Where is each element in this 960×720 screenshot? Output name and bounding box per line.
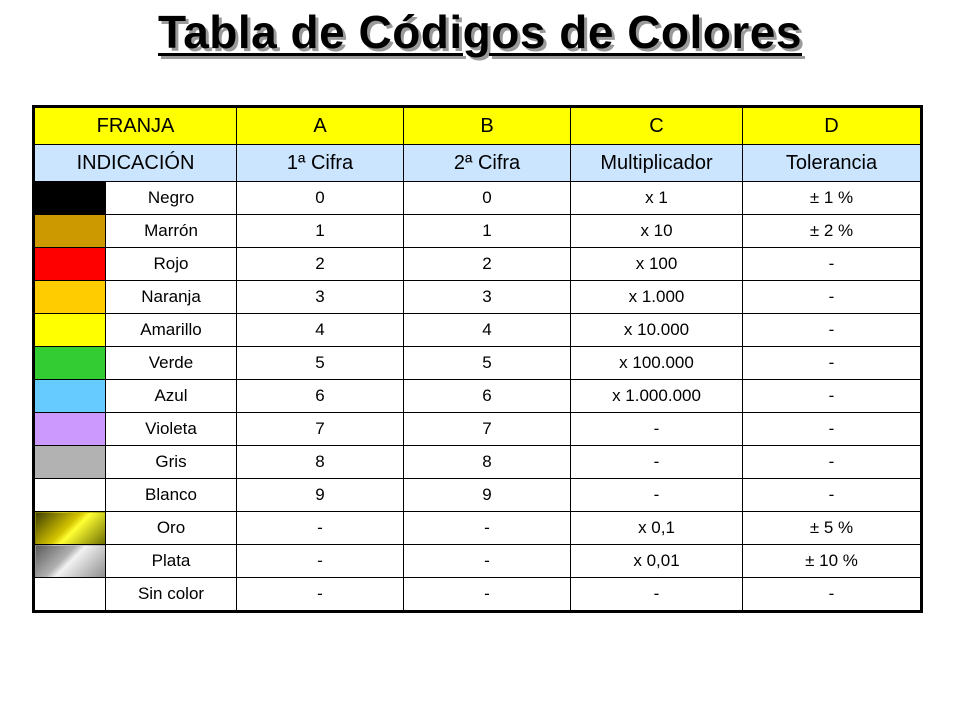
color-swatch: [34, 479, 106, 512]
color-name-cell: Blanco: [106, 479, 237, 512]
second-digit-cell: 6: [404, 380, 571, 413]
color-name-cell: Naranja: [106, 281, 237, 314]
color-swatch: [34, 380, 106, 413]
first-digit-cell: 9: [237, 479, 404, 512]
table-row: [34, 248, 922, 281]
color-swatch: [34, 413, 106, 446]
multiplier-cell: x 0,01: [571, 545, 743, 578]
table-row: [34, 281, 922, 314]
color-swatch: [34, 512, 106, 545]
first-digit-cell: 5: [237, 347, 404, 380]
table-row: [34, 578, 922, 612]
header-cell: D: [743, 107, 922, 145]
multiplier-cell: x 1.000.000: [571, 380, 743, 413]
first-digit-cell: -: [237, 545, 404, 578]
table-row: [34, 347, 922, 380]
first-digit-cell: 6: [237, 380, 404, 413]
tolerance-cell: ± 2 %: [743, 215, 922, 248]
first-digit-cell: 3: [237, 281, 404, 314]
second-digit-cell: 2: [404, 248, 571, 281]
header-cell: Tolerancia: [743, 145, 922, 182]
table-row: [34, 479, 922, 512]
tolerance-cell: -: [743, 446, 922, 479]
color-name-cell: Amarillo: [106, 314, 237, 347]
first-digit-cell: 2: [237, 248, 404, 281]
tolerance-cell: -: [743, 479, 922, 512]
multiplier-cell: -: [571, 479, 743, 512]
first-digit-cell: -: [237, 578, 404, 612]
color-swatch: [34, 182, 106, 215]
header-row-indicacion: [34, 145, 922, 182]
second-digit-cell: -: [404, 545, 571, 578]
second-digit-cell: 1: [404, 215, 571, 248]
header-cell: FRANJA: [34, 107, 237, 145]
color-name-cell: Negro: [106, 182, 237, 215]
first-digit-cell: 4: [237, 314, 404, 347]
tolerance-cell: ± 1 %: [743, 182, 922, 215]
multiplier-cell: x 0,1: [571, 512, 743, 545]
tolerance-cell: ± 5 %: [743, 512, 922, 545]
page-title: Tabla de Códigos de Colores: [158, 6, 802, 58]
second-digit-cell: 8: [404, 446, 571, 479]
tolerance-cell: -: [743, 248, 922, 281]
second-digit-cell: 7: [404, 413, 571, 446]
color-name-cell: Gris: [106, 446, 237, 479]
second-digit-cell: -: [404, 578, 571, 612]
second-digit-cell: 5: [404, 347, 571, 380]
color-swatch: [34, 215, 106, 248]
color-name-cell: Plata: [106, 545, 237, 578]
first-digit-cell: -: [237, 512, 404, 545]
multiplier-cell: -: [571, 446, 743, 479]
header-cell: Multiplicador: [571, 145, 743, 182]
second-digit-cell: 4: [404, 314, 571, 347]
color-swatch: [34, 545, 106, 578]
color-swatch: [34, 281, 106, 314]
header-row-franja: [34, 107, 922, 145]
second-digit-cell: 9: [404, 479, 571, 512]
color-code-table: [32, 105, 923, 613]
tolerance-cell: -: [743, 380, 922, 413]
multiplier-cell: x 100: [571, 248, 743, 281]
table-row: [34, 545, 922, 578]
color-name-cell: Sin color: [106, 578, 237, 612]
tolerance-cell: -: [743, 347, 922, 380]
multiplier-cell: x 100.000: [571, 347, 743, 380]
second-digit-cell: 0: [404, 182, 571, 215]
multiplier-cell: x 10.000: [571, 314, 743, 347]
table-row: [34, 446, 922, 479]
first-digit-cell: 8: [237, 446, 404, 479]
table-row: [34, 380, 922, 413]
color-swatch: [34, 248, 106, 281]
color-name-cell: Azul: [106, 380, 237, 413]
header-cell: 1ª Cifra: [237, 145, 404, 182]
multiplier-cell: x 1.000: [571, 281, 743, 314]
color-swatch: [34, 347, 106, 380]
table-row: [34, 182, 922, 215]
tolerance-cell: -: [743, 314, 922, 347]
tolerance-cell: -: [743, 281, 922, 314]
color-name-cell: Verde: [106, 347, 237, 380]
table-row: [34, 413, 922, 446]
tolerance-cell: ± 10 %: [743, 545, 922, 578]
multiplier-cell: x 10: [571, 215, 743, 248]
multiplier-cell: x 1: [571, 182, 743, 215]
color-name-cell: Violeta: [106, 413, 237, 446]
color-name-cell: Marrón: [106, 215, 237, 248]
table-row: [34, 314, 922, 347]
header-cell: B: [404, 107, 571, 145]
first-digit-cell: 0: [237, 182, 404, 215]
tolerance-cell: -: [743, 578, 922, 612]
color-swatch: [34, 446, 106, 479]
header-cell: A: [237, 107, 404, 145]
tolerance-cell: -: [743, 413, 922, 446]
second-digit-cell: 3: [404, 281, 571, 314]
first-digit-cell: 1: [237, 215, 404, 248]
multiplier-cell: -: [571, 413, 743, 446]
header-cell: 2ª Cifra: [404, 145, 571, 182]
color-swatch: [34, 314, 106, 347]
color-swatch: [34, 578, 106, 612]
first-digit-cell: 7: [237, 413, 404, 446]
color-name-cell: Rojo: [106, 248, 237, 281]
table-row: [34, 512, 922, 545]
multiplier-cell: -: [571, 578, 743, 612]
header-cell: INDICACIÓN: [34, 145, 237, 182]
header-cell: C: [571, 107, 743, 145]
second-digit-cell: -: [404, 512, 571, 545]
table-row: [34, 215, 922, 248]
color-name-cell: Oro: [106, 512, 237, 545]
